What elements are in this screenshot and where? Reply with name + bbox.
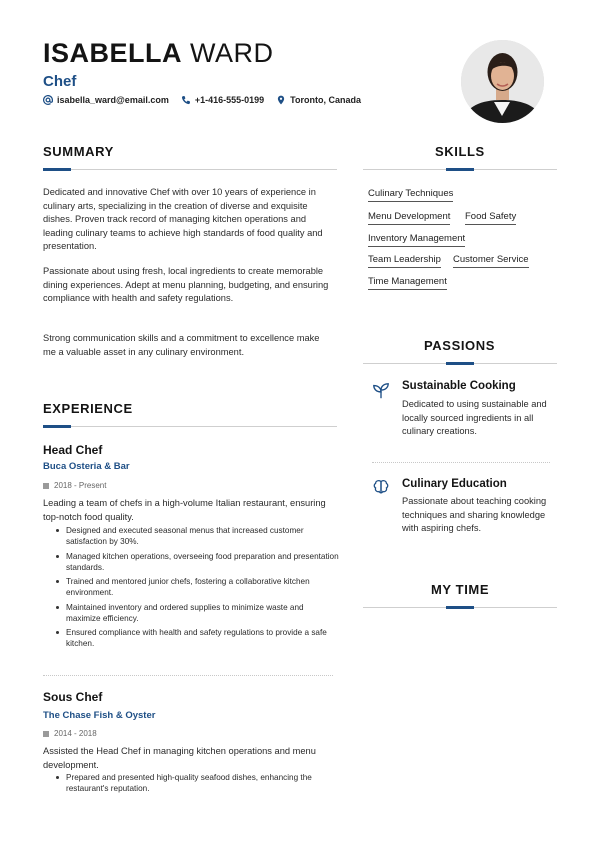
- my-time-heading: MY TIME: [431, 582, 490, 597]
- skills-accent: [446, 168, 474, 171]
- summary-divider: [43, 169, 337, 170]
- map-pin-icon: [276, 95, 286, 105]
- job-bullets: [55, 525, 340, 653]
- summary-heading: SUMMARY: [43, 144, 114, 159]
- experience-accent: [43, 425, 71, 428]
- profile-photo-portrait: [461, 40, 544, 123]
- brain-icon: [372, 478, 390, 496]
- contact-location: [276, 95, 361, 105]
- job-bullet: Prepared and presented high-quality seafood dishes, enhancing the restaurant's reputation.: [55, 772, 340, 794]
- profile-photo: [461, 40, 544, 123]
- job-dates-text: 2014 - 2018: [54, 729, 97, 738]
- summary-paragraph-1: Dedicated and innovative Chef with over 10 years of experience in culinary arts, specializing in the creation of diverse and exquisite dishes. Proven track record of managing kitchen operations and leading culinary teams to achieve high standards of food quality and presentation.: [43, 187, 323, 251]
- contact-phone[interactable]: [181, 95, 264, 105]
- passion-description: Passionate about teaching cooking techniques and sharing knowledge with aspiring chefs.: [402, 496, 547, 533]
- skill-tag: Customer Service: [453, 254, 529, 268]
- skill-tag: Time Management: [368, 276, 447, 290]
- job-dates-text: 2018 - Present: [54, 481, 107, 490]
- calendar-icon: [43, 483, 49, 489]
- passions-heading: PASSIONS: [424, 338, 496, 353]
- skill-tag: Culinary Techniques: [368, 188, 453, 202]
- passions-accent: [446, 362, 474, 365]
- job-title: Sous Chef: [43, 690, 103, 704]
- job-bullet: Designed and executed seasonal menus that increased customer satisfaction by 30%.: [55, 525, 340, 547]
- job-bullet: Ensured compliance with health and safety regulations to provide a safe kitchen.: [55, 627, 340, 649]
- passion-title: Culinary Education: [402, 478, 507, 490]
- job-separator: [43, 675, 333, 676]
- first-name: ISABELLA: [43, 38, 182, 68]
- job-role: Chef: [43, 73, 77, 90]
- job-summary: Leading a team of chefs in a high-volume Italian restaurant, ensuring top-notch food quality.: [43, 498, 326, 522]
- experience-divider: [43, 426, 337, 427]
- job-dates: [43, 729, 97, 738]
- job-dates: [43, 481, 106, 490]
- contact-email[interactable]: [43, 95, 169, 105]
- skill-tag: Team Leadership: [368, 254, 441, 268]
- summary-paragraph-2: Passionate about using fresh, local ingredients to create memorable dining experiences. Adept at menu planning, budgeting, and ensuring compliance with health and safety regulations.: [43, 266, 329, 303]
- email-text: isabella_ward@email.com: [57, 95, 169, 105]
- last-name: WARD: [190, 38, 274, 68]
- summary-paragraph-3: Strong communication skills and a commitment to excellence make me a valuable asset in any culinary environment.: [43, 333, 320, 357]
- job-bullet: Maintained inventory and ordered supplies to minimize waste and maximize efficiency.: [55, 602, 340, 624]
- job-title: Head Chef: [43, 443, 103, 457]
- passion-description: Dedicated to using sustainable and locally sourced ingredients in all culinary creations.: [402, 399, 547, 436]
- summary-accent: [43, 168, 71, 171]
- job-bullet: Managed kitchen operations, overseeing food preparation and presentation standards.: [55, 551, 340, 573]
- job-bullet: Trained and mentored junior chefs, fostering a collaborative kitchen environment.: [55, 576, 340, 598]
- skills-heading: SKILLS: [435, 144, 485, 159]
- my-time-accent: [446, 606, 474, 609]
- phone-icon: [181, 95, 191, 105]
- sprout-icon: [372, 382, 390, 400]
- job-bullets: [55, 772, 340, 798]
- passion-separator: [372, 462, 550, 463]
- job-company: The Chase Fish & Oyster: [43, 710, 156, 721]
- job-company: Buca Osteria & Bar: [43, 461, 130, 472]
- at-sign-icon: [43, 95, 53, 105]
- skill-tag: Inventory Management: [368, 233, 465, 247]
- job-summary: Assisted the Head Chef in managing kitchen operations and menu development.: [43, 746, 316, 770]
- calendar-icon: [43, 731, 49, 737]
- candidate-name: [43, 38, 274, 69]
- contact-row: [43, 95, 373, 105]
- phone-text: +1-416-555-0199: [194, 95, 265, 105]
- skill-tag: Menu Development: [368, 211, 450, 225]
- skill-tag: Food Safety: [465, 211, 516, 225]
- location-text: Toronto, Canada: [290, 95, 361, 105]
- experience-heading: EXPERIENCE: [43, 401, 133, 416]
- passion-title: Sustainable Cooking: [402, 380, 516, 392]
